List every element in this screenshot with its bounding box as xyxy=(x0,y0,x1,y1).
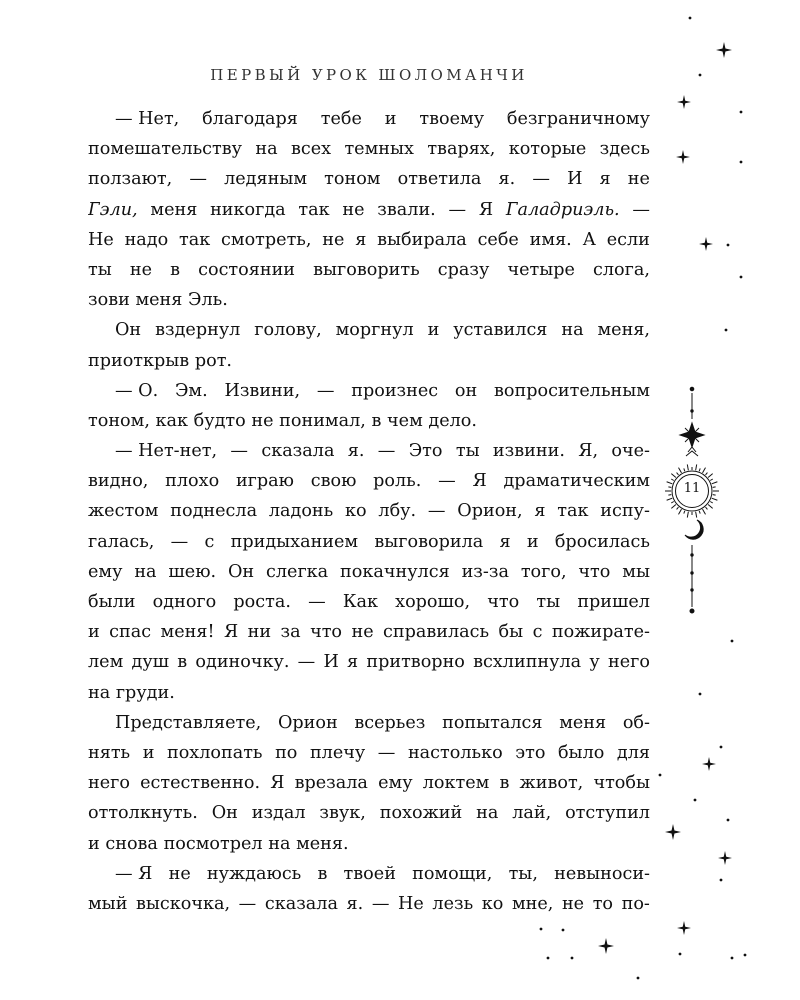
word: тебе xyxy=(320,109,362,129)
word: испу- xyxy=(600,501,650,522)
word: никогда xyxy=(210,199,286,220)
word: я. xyxy=(346,893,364,914)
star-dot xyxy=(689,17,692,20)
text-line xyxy=(88,557,650,587)
word: голову, xyxy=(254,320,322,341)
word: звали. xyxy=(377,199,436,220)
text-line xyxy=(88,376,650,406)
word: похлопать xyxy=(166,742,263,763)
text-line xyxy=(88,768,650,798)
text-line xyxy=(88,798,650,828)
word: я. xyxy=(498,169,516,190)
word: него xyxy=(88,773,130,794)
word: — xyxy=(230,441,249,462)
word: груди. xyxy=(115,682,175,703)
text-line xyxy=(88,406,650,436)
star-icon xyxy=(598,938,614,954)
word: выскочка, xyxy=(136,893,231,914)
word: тоном, xyxy=(88,410,150,431)
text-line xyxy=(88,527,650,557)
word: об- xyxy=(622,712,650,733)
word: помощи, xyxy=(412,863,493,884)
word: — xyxy=(427,501,446,522)
word: хорошо, xyxy=(395,592,471,612)
word: были xyxy=(88,592,136,612)
word: локтем xyxy=(422,773,490,794)
word: я xyxy=(347,652,359,673)
word: твоему xyxy=(419,109,485,129)
word: не xyxy=(322,229,345,250)
word: Не xyxy=(398,893,424,914)
word: в xyxy=(170,259,181,280)
text-line xyxy=(88,195,650,225)
text-line xyxy=(88,617,650,647)
word: Он xyxy=(227,561,255,582)
word: Я, xyxy=(578,441,599,462)
word: и xyxy=(526,531,539,552)
text-line xyxy=(88,829,650,859)
word: нуждаюсь xyxy=(206,863,302,884)
text-line xyxy=(88,255,650,285)
word: сказала xyxy=(261,441,335,462)
word: по xyxy=(275,742,298,763)
text-line xyxy=(88,889,650,919)
word: сказала xyxy=(264,893,338,914)
star-dot xyxy=(679,953,682,956)
star-dot xyxy=(740,276,743,279)
word: — Нет, xyxy=(115,109,180,129)
word: так xyxy=(179,229,211,250)
word: так xyxy=(557,501,589,522)
word: — xyxy=(371,893,390,914)
word: притворно xyxy=(366,652,465,673)
word: бросилась xyxy=(554,531,650,552)
word: и xyxy=(384,109,397,129)
text-line xyxy=(88,496,650,526)
word: рот. xyxy=(194,350,233,371)
word: так xyxy=(298,199,330,220)
ornament-sun-icon xyxy=(652,385,732,635)
word: произнес xyxy=(351,380,439,401)
word: И xyxy=(323,652,339,673)
word: на xyxy=(134,561,157,582)
word: живот, xyxy=(519,773,584,794)
word: всхлипнула xyxy=(473,652,582,673)
word: не xyxy=(251,410,274,431)
word: ты xyxy=(536,592,561,612)
word: я xyxy=(534,501,546,522)
star-dot xyxy=(731,640,734,643)
word: и xyxy=(88,622,100,643)
word: которые xyxy=(508,139,587,160)
word: Представляете, xyxy=(115,712,262,733)
word: ни xyxy=(247,622,272,643)
word: меня xyxy=(559,712,607,733)
word: не xyxy=(351,622,374,643)
word: мый xyxy=(88,893,128,914)
word: лем xyxy=(88,652,124,673)
word: не xyxy=(561,893,585,914)
word: с xyxy=(204,531,215,552)
word: роста. xyxy=(233,592,291,612)
word: в xyxy=(499,773,510,794)
word: уставился xyxy=(453,320,548,341)
star-dot xyxy=(727,244,730,247)
word: Он xyxy=(211,803,238,824)
star-dot xyxy=(659,774,662,777)
word: дело. xyxy=(428,410,477,431)
word: Орион xyxy=(277,712,338,733)
word: играю xyxy=(235,471,294,492)
text-line xyxy=(88,225,650,255)
word: врезала xyxy=(294,773,368,794)
text-line xyxy=(88,859,650,889)
word: меня, xyxy=(597,320,650,341)
star-dot xyxy=(740,161,743,164)
word: похожий xyxy=(379,803,463,824)
word: себе xyxy=(477,229,519,250)
word: поднесла xyxy=(170,501,258,522)
word: Я xyxy=(472,471,487,492)
star-icon xyxy=(716,42,732,58)
word: — xyxy=(297,652,316,673)
star-dot xyxy=(540,928,543,931)
word: — О. xyxy=(115,380,159,401)
star-dot xyxy=(720,746,723,749)
word: Эль. xyxy=(188,290,228,311)
word: ты, xyxy=(508,863,538,884)
word: пришел xyxy=(577,592,650,612)
text-line xyxy=(88,678,650,708)
text-line xyxy=(88,436,650,466)
word: имя. xyxy=(529,229,572,250)
word: это xyxy=(515,742,546,763)
word: — xyxy=(316,380,335,401)
text-line xyxy=(88,285,650,315)
word: снова xyxy=(105,833,158,854)
word: как xyxy=(155,410,189,431)
word: ему xyxy=(378,773,413,794)
word: шею. xyxy=(168,561,217,582)
word: ко xyxy=(345,501,367,522)
word: свою xyxy=(310,471,357,492)
word: Эм. xyxy=(174,380,208,401)
text-line xyxy=(88,738,650,768)
word: вопросительным xyxy=(494,380,650,401)
word: моргнул xyxy=(335,320,414,341)
word: меня. xyxy=(296,833,349,854)
text-line xyxy=(88,315,650,345)
word: галась, xyxy=(88,531,155,552)
text-line xyxy=(88,164,650,194)
text-line xyxy=(88,346,650,376)
word: лай, xyxy=(512,803,552,824)
word: Я xyxy=(270,773,285,794)
star-icon xyxy=(676,150,690,164)
word: попытался xyxy=(442,712,543,733)
word: четыре xyxy=(507,259,575,280)
word: нять xyxy=(88,742,131,763)
word: темных xyxy=(344,139,414,160)
word: выговорить xyxy=(313,259,420,280)
word: Я xyxy=(223,622,239,643)
word: выговорила xyxy=(374,531,484,552)
star-dot xyxy=(694,799,697,802)
word: издал xyxy=(251,803,306,824)
word: не xyxy=(129,259,152,280)
word: звук, xyxy=(319,803,366,824)
word: ладонь xyxy=(268,501,334,522)
word: покачнулся xyxy=(340,561,450,582)
word: я. xyxy=(347,441,365,462)
word: на xyxy=(561,320,584,341)
word: драматическим xyxy=(503,471,650,492)
word: тварях, xyxy=(427,139,496,160)
word: ко xyxy=(481,893,504,914)
word: оттолкнуть. xyxy=(88,803,198,824)
word: А xyxy=(582,229,596,250)
word: за xyxy=(280,622,301,643)
word: видно, xyxy=(88,471,149,492)
star-dot xyxy=(740,111,743,114)
word: слегка xyxy=(266,561,329,582)
word: в xyxy=(177,652,188,673)
word: в xyxy=(371,410,382,431)
word: жестом xyxy=(88,501,159,522)
word: тоном xyxy=(324,169,381,190)
word: бы xyxy=(498,622,524,643)
word: придыханием xyxy=(230,531,359,552)
word: ползают, xyxy=(88,169,173,190)
word: мне, xyxy=(511,893,554,914)
word: выбирала xyxy=(377,229,467,250)
word: на xyxy=(255,139,278,160)
word: сразу xyxy=(437,259,490,280)
star-icon xyxy=(702,757,716,771)
word: для xyxy=(616,742,650,763)
word: — xyxy=(170,531,189,552)
word: в xyxy=(317,863,328,884)
word: состоянии xyxy=(198,259,296,280)
word: ты xyxy=(455,441,480,462)
word: зови xyxy=(88,290,130,311)
word: — xyxy=(308,592,326,612)
word: на xyxy=(88,682,111,703)
word: роль. xyxy=(373,471,422,492)
word: будто xyxy=(193,410,246,431)
text-line xyxy=(88,466,650,496)
word: спас xyxy=(109,622,152,643)
word: Орион, xyxy=(457,501,523,522)
star-dot xyxy=(699,693,702,696)
word: из-за xyxy=(461,561,509,582)
text-line xyxy=(88,134,650,164)
word: и xyxy=(88,833,100,854)
word: мы xyxy=(622,561,650,582)
word: настолько xyxy=(407,742,503,763)
star-icon xyxy=(718,851,732,865)
word: Как xyxy=(342,592,378,612)
word: всех xyxy=(290,139,332,160)
word: ответила xyxy=(397,169,482,190)
word: смотреть, xyxy=(221,229,312,250)
word: И xyxy=(567,169,583,190)
star-dot xyxy=(731,957,734,960)
body-text xyxy=(88,104,650,919)
word: пожирате- xyxy=(551,622,650,643)
word: если xyxy=(606,229,650,250)
word: плохо xyxy=(165,471,220,492)
word: посмотрел xyxy=(163,833,263,854)
word: он xyxy=(454,380,478,401)
word: и xyxy=(142,742,155,763)
word: я xyxy=(355,229,367,250)
word: здесь xyxy=(599,139,650,160)
word: него xyxy=(607,652,650,673)
word: слога, xyxy=(593,259,650,280)
word: меня xyxy=(135,290,183,311)
word: на xyxy=(268,833,291,854)
word: ты xyxy=(88,259,112,280)
word: лезь xyxy=(432,893,474,914)
star-dot xyxy=(699,74,702,77)
running-head: ПЕРВЫЙ УРОК ШОЛОМАНЧИ xyxy=(210,66,528,84)
word: вздернул xyxy=(155,320,241,341)
word: было xyxy=(557,742,605,763)
word: одного xyxy=(152,592,217,612)
word: чтобы xyxy=(593,773,650,794)
word: Извини, xyxy=(224,380,301,401)
word: Гэли, xyxy=(88,199,138,220)
word: благодаря xyxy=(202,109,298,129)
text-line xyxy=(88,587,650,617)
word: Он xyxy=(115,320,142,341)
word: что xyxy=(310,622,343,643)
star-dot xyxy=(562,929,565,932)
star-dot xyxy=(637,977,640,980)
word: того, xyxy=(520,561,567,582)
word: ему xyxy=(88,561,123,582)
crescent-moon-icon xyxy=(685,520,703,539)
word: что xyxy=(487,592,520,612)
word: не xyxy=(342,199,365,220)
text-line xyxy=(88,104,650,134)
word: — xyxy=(632,199,650,220)
word: надо xyxy=(124,229,169,250)
word: я xyxy=(599,169,611,190)
star-dot xyxy=(725,329,728,332)
text-line xyxy=(88,647,650,677)
word: — xyxy=(438,471,456,492)
word: естественно. xyxy=(140,773,261,794)
word: что xyxy=(578,561,611,582)
word: не xyxy=(627,169,650,190)
word: — xyxy=(189,169,207,190)
word: меня! xyxy=(160,622,215,643)
word: то xyxy=(592,893,614,914)
word: — xyxy=(377,441,396,462)
word: всерьез xyxy=(354,712,426,733)
word: оче- xyxy=(611,441,650,462)
word: Это xyxy=(408,441,443,462)
word: у xyxy=(589,652,600,673)
word: — xyxy=(238,893,257,914)
word: одиночку. xyxy=(195,652,290,673)
star-dot xyxy=(727,819,730,822)
star-icon xyxy=(665,824,681,840)
word: и xyxy=(427,320,440,341)
word: лбу. xyxy=(378,501,417,522)
word: извини. xyxy=(492,441,565,462)
star-dot xyxy=(571,957,574,960)
word: — xyxy=(448,199,467,220)
word: справилась xyxy=(383,622,490,643)
word: душ xyxy=(131,652,170,673)
word: по- xyxy=(621,893,650,914)
word: меня xyxy=(150,199,198,220)
word: — xyxy=(377,742,396,763)
word: — Нет-нет, xyxy=(115,441,218,462)
word: невыноси- xyxy=(554,863,650,884)
word: ледяным xyxy=(224,169,308,190)
word: помешательству xyxy=(88,139,243,160)
star-icon xyxy=(677,921,691,935)
word: на xyxy=(476,803,499,824)
word: твоей xyxy=(343,863,396,884)
word: с xyxy=(532,622,543,643)
word: не xyxy=(168,863,191,884)
word: — xyxy=(532,169,550,190)
word: я xyxy=(499,531,511,552)
word: Не xyxy=(88,229,114,250)
star-dot xyxy=(547,957,550,960)
word: приоткрыв xyxy=(88,350,190,371)
page-number: 11 xyxy=(683,481,701,496)
star-icon xyxy=(699,237,713,251)
word: чем xyxy=(387,410,423,431)
star-icon xyxy=(677,95,691,109)
word: безграничному xyxy=(506,109,650,129)
word: — Я xyxy=(115,863,153,884)
word: Галадриэль. xyxy=(505,199,620,220)
word: отступил xyxy=(565,803,650,824)
text-line xyxy=(88,708,650,738)
word: понимал, xyxy=(279,410,366,431)
star-dot xyxy=(744,954,747,957)
word: Я xyxy=(478,199,494,220)
word: плечу xyxy=(309,742,366,763)
star-dot xyxy=(720,879,723,882)
